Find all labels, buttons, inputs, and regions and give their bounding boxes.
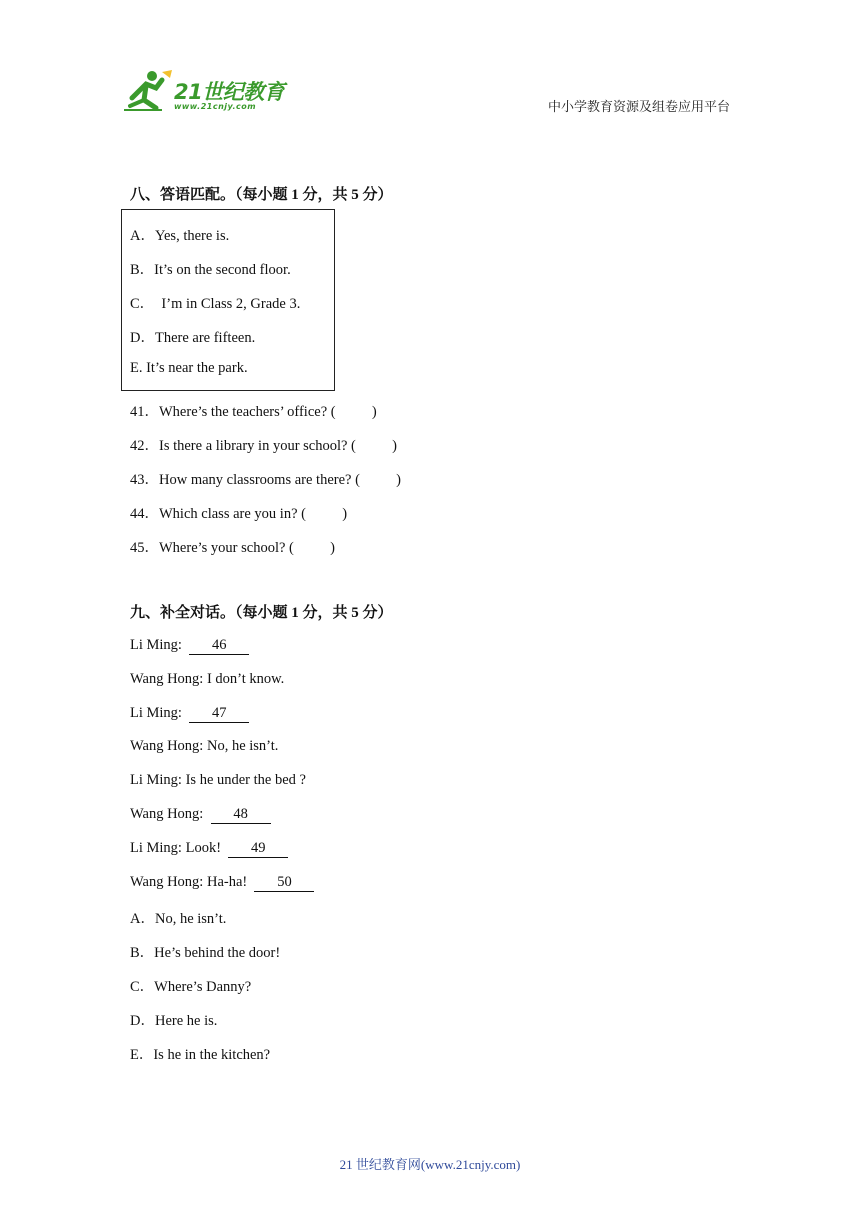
dialogue-option-d: D．Here he is.: [130, 1013, 218, 1029]
dialogue-line: Wang Hong: Ha-ha! 50: [130, 874, 314, 892]
question-45: 45．Where’s your school? ( ): [130, 540, 335, 556]
dialogue-option-b: B．He’s behind the door!: [130, 945, 281, 961]
dialogue-line: Li Ming: 46: [130, 637, 249, 655]
footer-link[interactable]: 21 世纪教育网(www.21cnjy.com): [339, 1157, 521, 1172]
platform-label: 中小学教育资源及组卷应用平台: [547, 99, 730, 114]
option-c: C． I’m in Class 2, Grade 3.: [130, 296, 301, 312]
dialogue-option-e: E．Is he in the kitchen?: [130, 1047, 271, 1063]
dialogue-option-c: C．Where’s Danny?: [130, 979, 252, 995]
dialogue-line: Li Ming: 47: [130, 705, 249, 723]
blank-50: 50: [254, 874, 314, 892]
logo-text: 21世纪教育: [174, 80, 285, 104]
dialogue-line: Wang Hong: No, he isn’t.: [130, 738, 279, 754]
runner-logo-icon: [122, 68, 174, 114]
option-e: E. It’s near the park.: [130, 360, 248, 376]
blank-48: 48: [211, 806, 271, 824]
section-9-title: 九、补全对话。（每小题 1 分，共 5 分）: [130, 605, 393, 621]
option-b: B．It’s on the second floor.: [130, 262, 291, 278]
dialogue-option-a: A．No, he isn’t.: [130, 911, 227, 927]
question-43: 43．How many classrooms are there? ( ): [130, 472, 401, 488]
dialogue-line: Wang Hong: 48: [130, 806, 271, 824]
question-44: 44．Which class are you in? ( ): [130, 506, 348, 522]
dialogue-line: Li Ming: Is he under the bed ?: [130, 772, 306, 788]
dialogue-line: Li Ming: Look! 49: [130, 840, 288, 858]
blank-46: 46: [189, 637, 249, 655]
question-42: 42．Is there a library in your school? ( ): [130, 438, 397, 454]
option-d: D．There are fifteen.: [130, 330, 256, 346]
logo: [122, 68, 292, 116]
question-41: 41．Where’s the teachers’ office? ( ): [130, 404, 377, 420]
logo-url: www.21cnjy.com: [174, 102, 257, 111]
section-8-title: 八、答语匹配。（每小题 1 分，共 5 分）: [130, 187, 393, 203]
dialogue-line: Wang Hong: I don’t know.: [130, 671, 285, 687]
blank-47: 47: [189, 705, 249, 723]
option-a: A．Yes, there is.: [130, 228, 230, 244]
blank-49: 49: [228, 840, 288, 858]
